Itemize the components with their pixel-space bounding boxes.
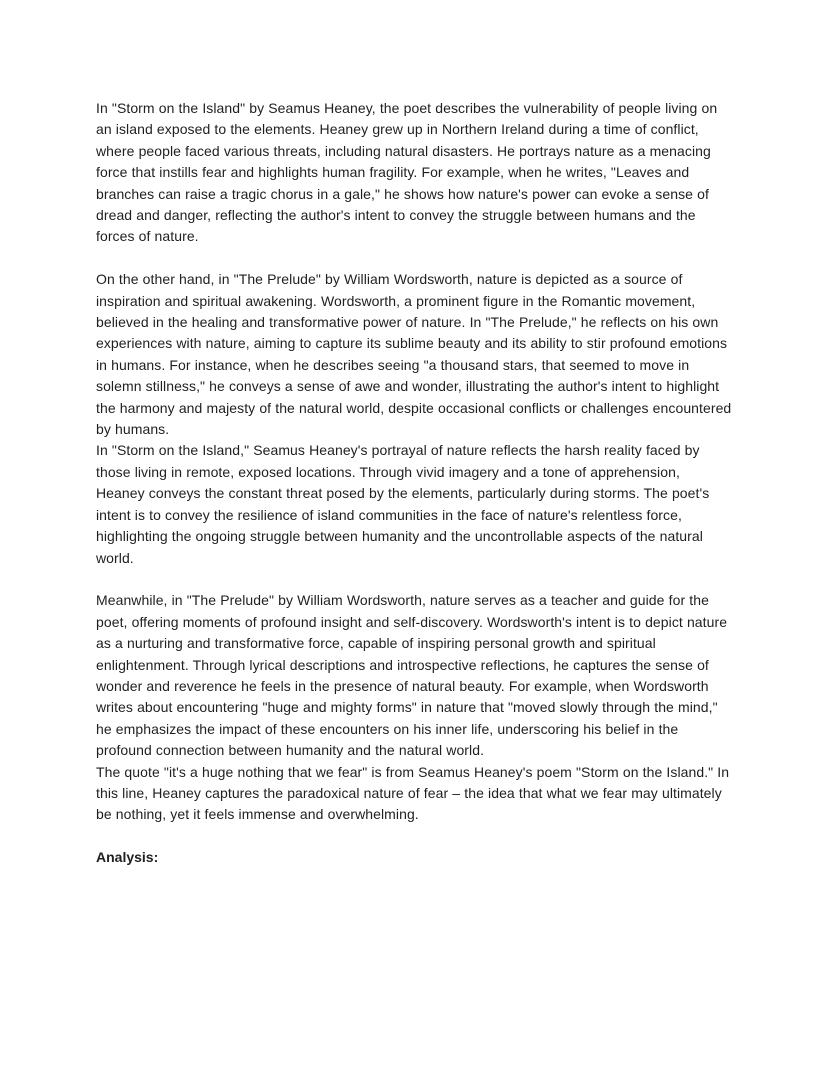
section-comparison-detail: [96, 440, 732, 761]
analysis-heading: Analysis:: [96, 849, 159, 866]
section-comparison-intro: [96, 98, 732, 440]
section-quote-analysis: [96, 762, 732, 869]
paragraph-storm-on-the-island-intro: In "Storm on the Island" by Seamus Heaney, the poet describes the vulnerability of people living on an island exposed to the elements. Heaney grew up in Northern Ireland during a time of conflict, where people faced various threats, including natural disasters. He portrays nature as a menacing force that instills fear and highlights human fragility. For example, when he writes, "Leaves and branches can raise a tragic chorus in a gale," he shows how nature's power can evoke a sense of dread and danger, reflecting the author's intent to convey the struggle between humans and the forces of nature.: [96, 100, 718, 245]
paragraph-the-prelude-intro: On the other hand, in "The Prelude" by William Wordsworth, nature is depicted as a source of inspiration and spiritual awakening. Wordsworth, a prominent figure in the Romantic movement, believed in the healing and transformative power of nature. In "The Prelude," he reflects on his own experiences with nature, aiming to capture its sublime beauty and its ability to stir profound emotions in humans. For instance, when he describes seeing "a thousand stars, that seemed to move in solemn stillness," he conveys a sense of awe and wonder, illustrating the author's intent to highlight the harmony and majesty of the natural world, despite occasional conflicts or challenges encountered by humans.: [96, 271, 732, 438]
paragraph-the-prelude-detail: Meanwhile, in "The Prelude" by William Wordsworth, nature serves as a teacher and guide for the poet, offering moments of profound insight and self-discovery. Wordsworth's intent is to depict nature as a nurturing and transformative force, capable of inspiring personal growth and spiritual enlightenment. Through lyrical descriptions and introspective reflections, he captures the sense of wonder and reverence he feels in the presence of natural beauty. For example, when Wordsworth writes about encountering "huge and mighty forms" in nature that "moved slowly through the mind," he emphasizes the impact of these encounters on his inner life, underscoring his belief in the profound connection between humanity and the natural world.: [96, 592, 728, 759]
paragraph-storm-on-the-island-detail: In "Storm on the Island," Seamus Heaney's portrayal of nature reflects the harsh reality faced by those living in remote, exposed locations. Through vivid imagery and a tone of apprehension, Heaney conveys the constant threat posed by the elements, particularly during storms. The poet's intent is to convey the resilience of island communities in the face of nature's relentless force, highlighting the ongoing struggle between humanity and the uncontrollable aspects of the natural world.: [96, 442, 710, 566]
document-body: [96, 98, 732, 869]
paragraph-quote-explanation: The quote "it's a huge nothing that we fear" is from Seamus Heaney's poem "Storm on the Island." In this line, Heaney captures the paradoxical nature of fear – the idea that what we fear may ultimately be nothing, yet it feels immense and overwhelming.: [96, 763, 730, 823]
